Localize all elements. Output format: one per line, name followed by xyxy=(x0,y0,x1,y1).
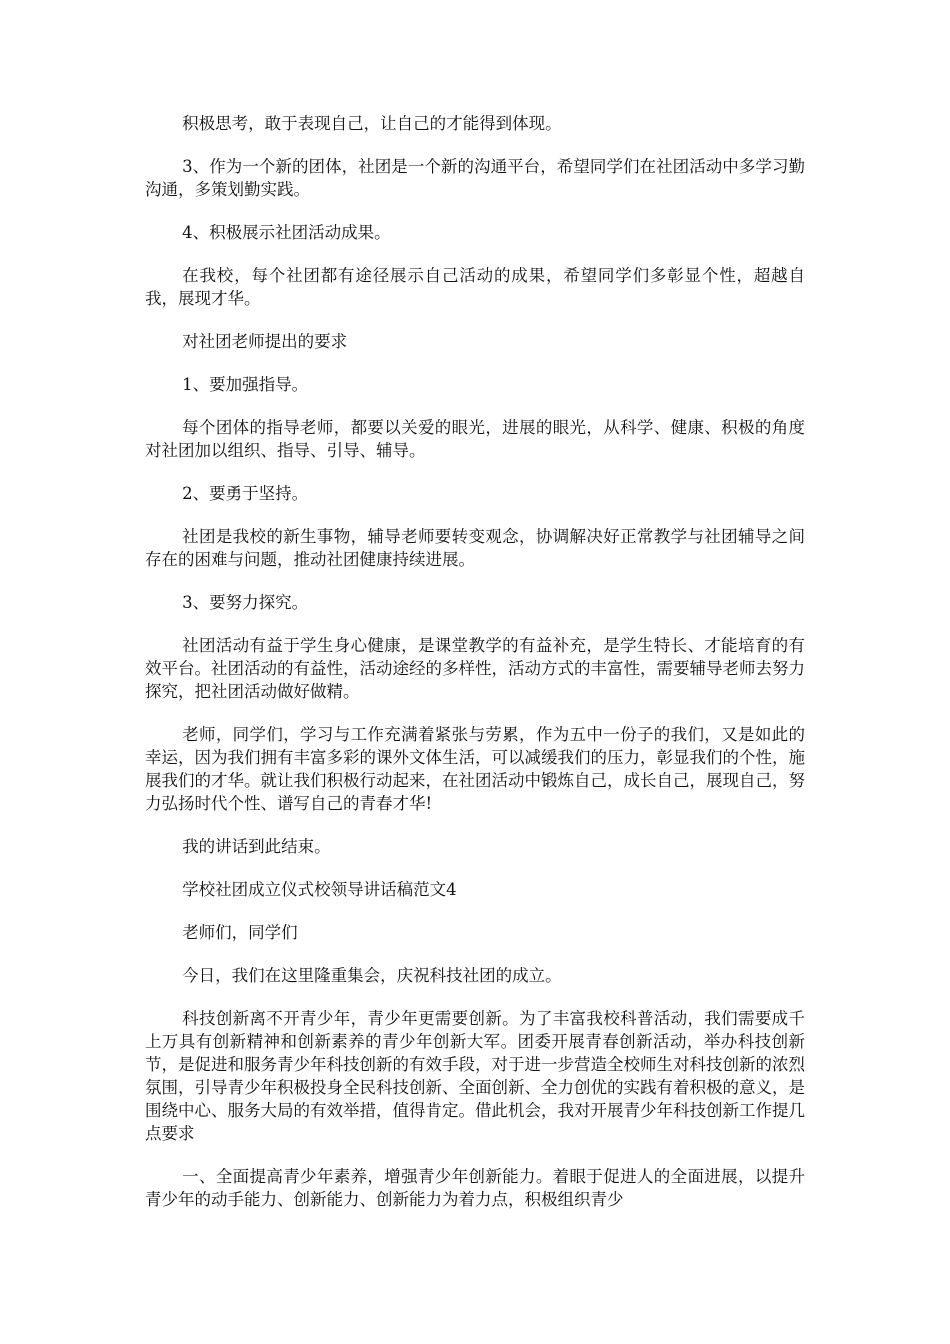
paragraph: 3、作为一个新的团体，社团是一个新的沟通平台，希望同学们在社团活动中多学习勤沟通，多策划勤实践。 xyxy=(145,157,805,199)
paragraph: 今日，我们在这里隆重集会，庆祝科技社团的成立。 xyxy=(182,966,562,985)
paragraph: 一、全面提高青少年素养，增强青少年创新能力。着眼于促进人的全面进展，以提升青少年的动手能力、创新能力、创新能力为着力点，积极组织青少 xyxy=(145,1167,805,1209)
paragraph: 老师们，同学们 xyxy=(182,923,298,942)
paragraph: 科技创新离不开青少年，青少年更需要创新。为了丰富我校科普活动，我们需要成千上万具有创新精神和创新素养的青少年创新大军。团委开展青春创新活动，举办科技创新节，是促进和服务青少年科技创新的有效手段，对于进一步营造全校师生对科技创新的浓烈氛围，引导青少年积极投身全民科技创新、全面创新、全力创优的实践有着积极的意义，是围绕中心、服务大局的有效举措，值得肯定。借此机会，我对开展青少年科技创新工作提几点要求 xyxy=(145,1009,805,1143)
paragraph: 社团是我校的新生事物，辅导老师要转变观念，协调解决好正常教学与社团辅导之间存在的困难与问题，推动社团健康持续进展。 xyxy=(145,527,805,569)
section-title: 学校社团成立仪式校领导讲话稿范文4 xyxy=(182,880,457,899)
paragraph: 积极思考，敢于表现自己，让自己的才能得到体现。 xyxy=(182,114,562,133)
paragraph: 在我校，每个社团都有途径展示自己活动的成果，希望同学们多彰显个性，超越自我，展现才华。 xyxy=(145,266,805,308)
paragraph: 4、积极展示社团活动成果。 xyxy=(182,223,391,242)
paragraph: 老师，同学们，学习与工作充满着紧张与劳累，作为五中一份子的我们，又是如此的幸运，因为我们拥有丰富多彩的课外文体生活，可以减缓我们的压力，彰显我们的个性，施展我们的才华。就让我们积极行动起来，在社团活动中锻炼自己，成长自己，展现自己，努力弘扬时代个性、谱写自己的青春才华! xyxy=(145,725,805,813)
section-heading: 对社团老师提出的要求 xyxy=(182,332,348,351)
paragraph: 2、要勇于坚持。 xyxy=(182,484,309,503)
paragraph: 我的讲话到此结束。 xyxy=(182,837,331,856)
paragraph: 3、要努力探究。 xyxy=(182,593,309,612)
paragraph: 1、要加强指导。 xyxy=(182,375,309,394)
paragraph: 每个团体的指导老师，都要以关爱的眼光，进展的眼光，从科学、健康、积极的角度对社团加以组织、指导、引导、辅导。 xyxy=(145,418,805,460)
paragraph: 社团活动有益于学生身心健康，是课堂教学的有益补充，是学生特长、才能培育的有效平台。社团活动的有益性，活动途经的多样性，活动方式的丰富性，需要辅导老师去努力探究，把社团活动做好做精。 xyxy=(145,636,805,701)
document-body xyxy=(145,112,805,1231)
